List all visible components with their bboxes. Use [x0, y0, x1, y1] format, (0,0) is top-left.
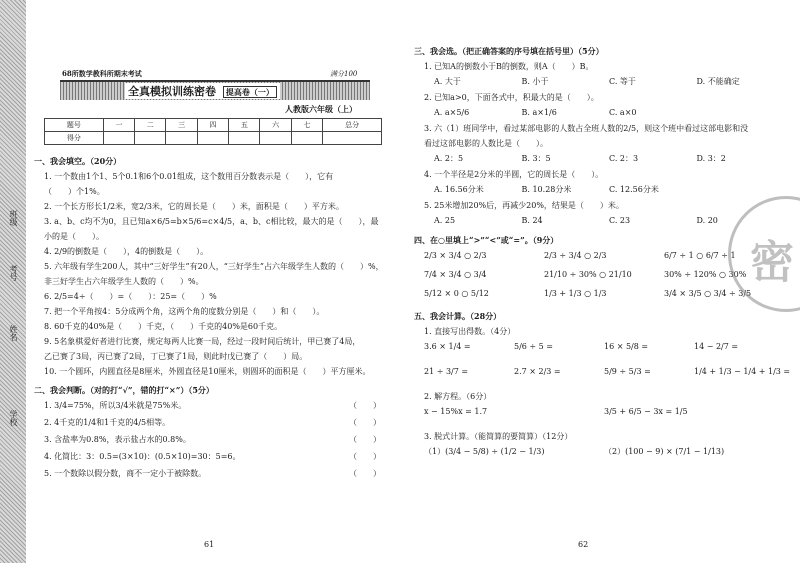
judge-item: 3. 含盐率为0.8%，表示盐占水的0.8%。 [44, 435, 191, 444]
choice-option[interactable]: B. 24 [521, 216, 543, 225]
compare-item[interactable]: 1/3 + 1/3 ○ 1/3 [544, 289, 607, 298]
question-line: 3. 脱式计算。（能简算的要简算）（12分） [424, 432, 573, 441]
exam-number-label: 考号 [9, 265, 18, 281]
compare-item[interactable]: 2/3 × 3/4 ○ 2/3 [424, 251, 487, 260]
choice-option[interactable]: A. 25 [434, 216, 456, 225]
question-line: 2. 一个长方形长1/2米，宽2/3米，它的周长是（ ）米，面积是（ ）平方米。 [44, 202, 344, 211]
score-cell[interactable] [291, 132, 322, 145]
choice-option[interactable]: A. 大于 [434, 77, 461, 86]
exam-title-tag: 提高卷（一） [223, 86, 277, 98]
judge-item: 1. 3/4=75%，所以3/4米就是75%米。 [44, 401, 187, 410]
question-line: 4. 2/9的倒数是（ ），4的倒数是（ ）。 [44, 247, 209, 256]
question-line: 1. 直接写出得数。（4分） [424, 327, 516, 336]
score-cell[interactable] [323, 132, 382, 145]
question-line: 8. 60千克的40%是（ ）千克，（ ）千克的40%是60千克。 [44, 322, 283, 331]
question-line: 5. 25米增加20%后，再减少20%，结果是（ ）米。 [424, 201, 624, 210]
question-line: 2. 已知a>0，下面各式中，积最大的是（ ）。 [424, 93, 599, 102]
page-number-left: 61 [204, 540, 215, 549]
question-line: 非三好学生占六年级学生人数的（ ）%。 [44, 277, 204, 286]
calc-item[interactable]: x − 15%x = 1.7 [424, 407, 488, 416]
score-table-row [45, 132, 382, 145]
score-table-header-cell: 五 [229, 119, 260, 132]
compare-item[interactable]: 2/3 ÷ 3/4 ○ 2/3 [544, 251, 607, 260]
judge-item: 4. 化简比：3：0.5=(3×10)：(0.5×10)=30：5=6。 [44, 452, 241, 461]
question-line: 3. 六（1）班同学中，看过某部电影的人数占全班人数的2/5，则这个班中看过这部电影和没 [424, 124, 749, 133]
compare-item[interactable]: 6/7 ÷ 1 ○ 6/7 ÷ 1 [664, 251, 736, 260]
score-table-header-cell: 七 [291, 119, 322, 132]
calc-item[interactable]: 2.7 × 2/3 = [514, 367, 561, 376]
score-table-header-cell: 题号 [45, 119, 104, 132]
full-score: 满分100 [330, 70, 358, 78]
score-cell[interactable] [229, 132, 260, 145]
choice-option[interactable]: C. 2：3 [609, 154, 639, 163]
question-line: 5. 六年级有学生200人，其中“三好学生”有20人，“三好学生”占六年级学生人数的（ ）%， [44, 262, 384, 271]
binding-labels [8, 210, 30, 450]
question-line: 1. 已知A的倒数小于B的倒数，则A（ ）B。 [424, 62, 594, 71]
judge-item: 2. 4千克的1/4和1千克的4/5相等。 [44, 418, 171, 427]
score-table-header-cell: 六 [260, 119, 291, 132]
choice-option[interactable]: D. 3：2 [696, 154, 726, 163]
choice-option[interactable]: A. 16.56分米 [434, 185, 484, 194]
section-heading: 一、我会填空。（20分） [34, 156, 122, 166]
calc-item[interactable]: （2）(100 − 9) × (7/1 − 1/13) [604, 447, 725, 456]
section-heading: 二、我会判断。（对的打“√”，错的打“×”）（5分） [34, 385, 214, 395]
page-number-right: 62 [578, 540, 589, 549]
score-table [44, 118, 382, 145]
compare-item[interactable]: 5/12 × 0 ○ 5/12 [424, 289, 489, 298]
class-label: 班级 [9, 210, 18, 226]
question-line: 1. 一个数由1个1、5个0.1和6个0.01组成，这个数用百分数表示是（ ），它有 [44, 172, 334, 181]
choice-option[interactable]: B. 10.28分米 [521, 185, 572, 194]
question-line: （ ）个1%。 [44, 187, 105, 196]
calc-item[interactable]: 3/5 + 6/5 − 3x = 1/5 [604, 407, 688, 416]
calc-item[interactable]: 5/9 ÷ 5/3 = [604, 367, 651, 376]
judge-answer-box[interactable]: （ ） [349, 452, 381, 461]
compare-item[interactable]: 3/4 × 3/5 ○ 3/4 ÷ 3/5 [664, 289, 752, 298]
question-line: 看过这部电影的人数比是（ ）。 [424, 139, 548, 148]
compare-item[interactable]: 21/10 ÷ 30% ○ 21/10 [544, 270, 632, 279]
question-line: 乙已赛了3局，丙已赛了2局，丁已赛了1局，则此时戊已赛了（ ）局。 [44, 352, 308, 361]
score-cell[interactable] [103, 132, 134, 145]
calc-item[interactable]: （1）(3/4 − 5/8) ÷ (1/2 − 1/3) [424, 447, 545, 456]
choice-option[interactable]: B. 3：5 [521, 154, 551, 163]
calc-item[interactable]: 14 − 2/7 = [694, 342, 739, 351]
choice-option[interactable]: A. a×5/6 [434, 108, 470, 117]
question-line: 2. 解方程。（6分） [424, 392, 492, 401]
section-heading: 四、在○里填上“>”“<”或“=”。（9分） [414, 235, 559, 245]
choice-option[interactable]: B. a×1/6 [521, 108, 557, 117]
section-heading: 五、我会计算。（28分） [414, 311, 502, 321]
choice-option[interactable]: C. 等于 [609, 77, 636, 86]
score-table-header-cell: 总分 [323, 119, 382, 132]
score-table-header-cell: 二 [135, 119, 166, 132]
exam-title [125, 83, 280, 99]
series-title: 68所数学教科所期末考试 [62, 69, 142, 78]
seal-stamp-char: 密 [750, 237, 794, 288]
calc-item[interactable]: 21 ÷ 3/7 = [424, 367, 469, 376]
score-cell[interactable] [197, 132, 228, 145]
calc-item[interactable]: 5/6 ÷ 5 = [514, 342, 553, 351]
question-line: 7. 把一个平角按4：5分成两个角，这两个角的度数分别是（ ）和（ ）。 [44, 307, 325, 316]
score-table-header [45, 119, 382, 132]
choice-option[interactable]: C. 12.56分米 [609, 185, 659, 194]
score-row-label: 得分 [45, 132, 104, 145]
judge-item: 5. 一个数除以假分数，商不一定小于被除数。 [44, 469, 207, 478]
calc-item[interactable]: 1/4 + 1/3 − 1/4 + 1/3 = [694, 367, 791, 376]
choice-option[interactable]: C. a×0 [609, 108, 637, 117]
choice-option[interactable]: C. 23 [609, 216, 631, 225]
question-line: 4. 一个半径是2分米的半圆，它的周长是（ ）。 [424, 170, 604, 179]
judge-answer-box[interactable]: （ ） [349, 435, 381, 444]
score-cell[interactable] [260, 132, 291, 145]
score-table-header-cell: 三 [166, 119, 197, 132]
score-table-header-cell: 四 [197, 119, 228, 132]
choice-option[interactable]: A. 2：5 [434, 154, 464, 163]
compare-item[interactable]: 30% ÷ 120% ○ 30% [664, 270, 747, 279]
score-table-header-cell: 一 [103, 119, 134, 132]
judge-answer-box[interactable]: （ ） [349, 401, 381, 410]
score-cell[interactable] [166, 132, 197, 145]
choice-option[interactable]: D. 20 [696, 216, 718, 225]
school-label: 学校 [9, 410, 18, 426]
edition-label: 人教版六年级（上） [285, 104, 357, 114]
question-line: 10. 一个圆环，内圆直径是8厘米，外圆直径是10厘米，则圆环的面积是（ ）平方厘米。 [44, 367, 371, 376]
judge-answer-box[interactable]: （ ） [349, 418, 381, 427]
compare-item[interactable]: 7/4 × 3/4 ○ 3/4 [424, 270, 487, 279]
calc-item[interactable]: 16 × 5/8 = [604, 342, 649, 351]
question-line: 9. 5名象棋爱好者进行比赛，规定每两人比赛一局，经过一段时间后统计，甲已赛了4局， [44, 337, 361, 346]
question-line: 小的是（ ）。 [44, 232, 104, 241]
judge-answer-box[interactable]: （ ） [349, 469, 381, 478]
question-line: 3. a、b、c均不为0，且已知a×6/5=b×5/6=c×4/5，a、b、c相比较，最大的是（ ），最 [44, 217, 379, 226]
score-cell[interactable] [135, 132, 166, 145]
question-line: 6. 2/5=4÷（ ）=（ ）：25=（ ）% [44, 292, 217, 301]
exam-title-text: 全真模拟训练密卷 [128, 85, 216, 98]
choice-option[interactable]: B. 小于 [521, 77, 549, 86]
calc-item[interactable]: 3.6 × 1/4 = [424, 342, 471, 351]
choice-option[interactable]: D. 不能确定 [696, 77, 740, 86]
section-heading: 三、我会选。（把正确答案的序号填在括号里）（5分） [414, 46, 604, 56]
name-label: 姓名 [9, 325, 18, 341]
